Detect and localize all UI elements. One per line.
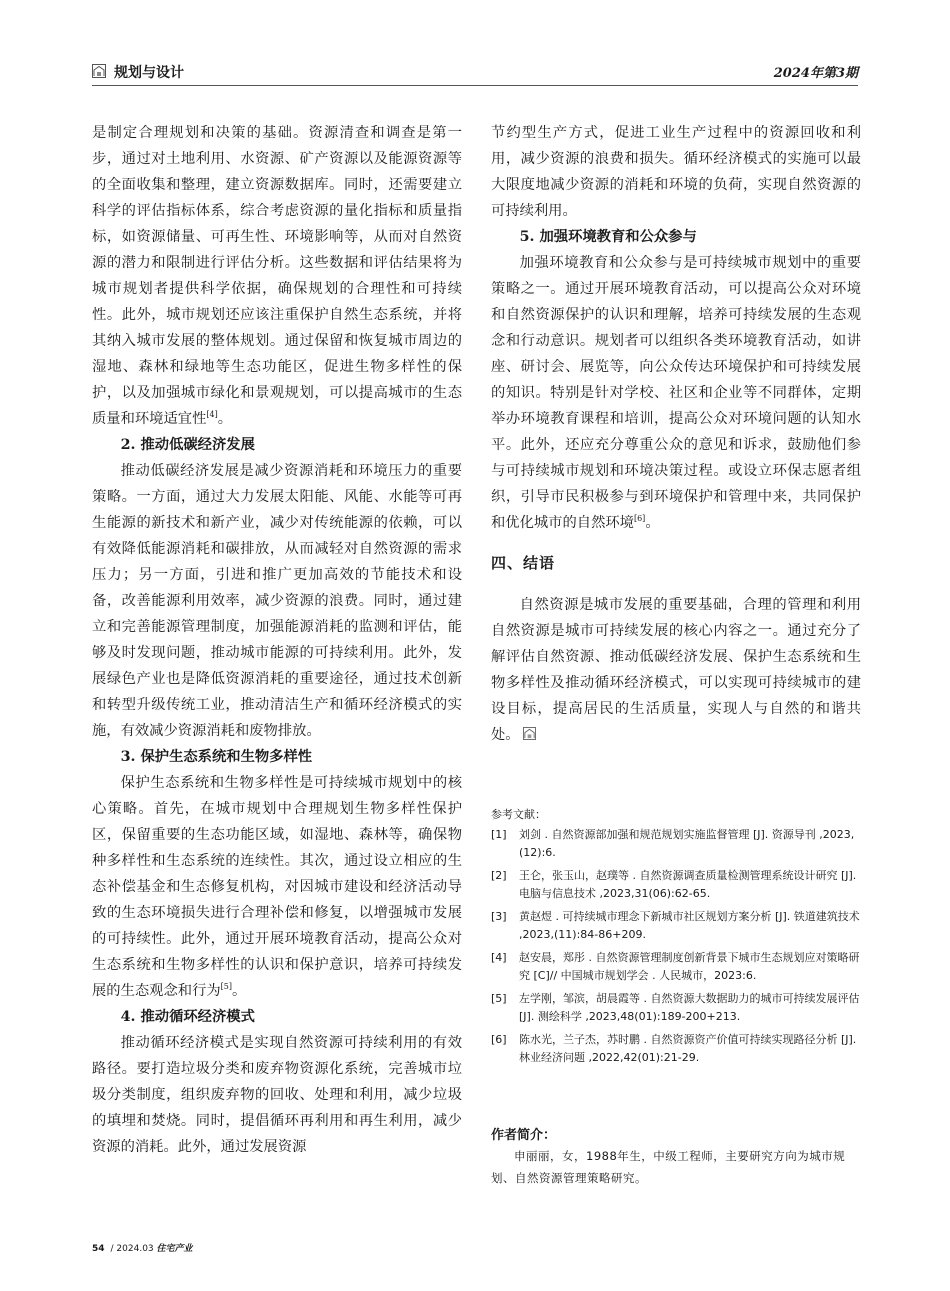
- reference-text: 赵安晨，郑彤 . 自然资源管理制度创新背景下城市生态规划应对策略研究 [C]// 中国城市规划学会 . 人民城市，2023:6.: [519, 951, 860, 982]
- paragraph-3-text: 保护生态系统和生物多样性是可持续城市规划中的核心策略。首先，在城市规划中合理规划生物多样性保护区，保留重要的生态功能区域，如湿地、森林等，确保物种多样性和生态系统的连续性。其次，通过设立相应的生态补偿基金和生态修复机构，对因城市建设和经济活动导致的生态环境损失进行合理补偿和修复，以增强城市发展的可持续性。此外，通过开展环境教育活动，提高公众对生态系统和生物多样性的认识和保护意识，培养可持续发展的生态观念和行为: [92, 775, 462, 999]
- reference-text: 王仑，张玉山，赵璞等 . 自然资源调查质量检测管理系统设计研究 [J]. 电脑与信息技术 ,2023,31(06):62-65.: [519, 869, 857, 900]
- author-bio-text: 申丽丽，女，1988年生，中级工程师，主要研究方向为城市规划、自然资源管理策略研究。: [491, 1149, 846, 1185]
- paragraph-5: [491, 250, 861, 536]
- citation-6: [6]: [633, 514, 646, 524]
- reference-text: 黄赵煜 . 可持续城市理念下新城市社区规划方案分析 [J]. 铁道建筑技术 ,2023,(11):84-86+209.: [519, 910, 860, 941]
- paragraph-5-text: 加强环境教育和公众参与是可持续城市规划中的重要策略之一。通过开展环境教育活动，可以提高公众对环境和自然资源保护的认识和理解，培养可持续发展的生态观念和行动意识。规划者可以组织各类环境教育活动，如讲座、研讨会、展览等，向公众传达环境保护和可持续发展的知识。特别是针对学校、社区和企业等不同群体，定期举办环境教育课程和培训，提高公众对环境问题的认知水平。此外，还应充分尊重公众的意见和诉求，鼓励他们参与可持续城市规划和环境决策过程。或设立环保志愿者组织，引导市民积极参与到环境保护和管理中来，共同保护和优化城市的自然环境: [491, 255, 861, 531]
- paragraph-1-end: 。: [217, 411, 233, 427]
- reference-item: [491, 826, 863, 862]
- end-mark-icon: [523, 727, 536, 740]
- footer-date: / 2024.03: [110, 1244, 154, 1254]
- page-number: 54: [92, 1244, 105, 1254]
- reference-number: [4]: [491, 951, 507, 964]
- paragraph-2: 推动低碳经济发展是减少资源消耗和环境压力的重要策略。一方面，通过大力发展太阳能、风能、水能等可再生能源的新技术和新产业，减少对传统能源的依赖，可以有效降低能源消耗和碳排放，从而减轻对自然资源的需求压力；另一方面，引进和推广更加高效的节能技术和设备，改善能源利用效率，减少资源的浪费。同时，通过建立和完善能源管理制度，加强能源消耗的监测和评估，能够及时发现问题，推动城市能源的可持续利用。此外，发展绿色产业也是降低资源消耗的重要途径，通过技术创新和转型升级传统工业，推动清洁生产和循环经济模式的实施，有效减少资源消耗和废物排放。: [92, 463, 462, 739]
- reference-number: [6]: [491, 1033, 507, 1046]
- subheading-4: 4. 推动循环经济模式: [120, 1009, 255, 1025]
- reference-item: [491, 1031, 863, 1067]
- subheading-5: 5. 加强环境教育和公众参与: [519, 229, 697, 245]
- reference-number: [1]: [491, 828, 507, 841]
- conclusion-paragraph: [491, 592, 861, 748]
- section-4-title: 四、结语: [491, 554, 556, 572]
- paragraph-5-end: 。: [645, 515, 660, 531]
- section-name: 规划与设计: [114, 65, 184, 81]
- paragraph-1: [92, 120, 462, 432]
- reference-item: [491, 990, 863, 1026]
- references-title: 参考文献：: [491, 808, 546, 821]
- reference-number: [2]: [491, 869, 507, 882]
- reference-text: 陈水光，兰子杰，苏时鹏 . 自然资源资产价值可持续实现路径分析 [J]. 林业经济问题 ,2022,42(01):21-29.: [519, 1033, 857, 1064]
- header-rule: [92, 85, 858, 86]
- author-bio: [491, 1124, 863, 1189]
- page-header: [92, 58, 858, 84]
- reference-number: [3]: [491, 910, 507, 923]
- paragraph-3: [92, 770, 462, 1004]
- right-column: [491, 120, 861, 748]
- left-column: [92, 120, 462, 1160]
- reference-item: [491, 908, 863, 944]
- journal-name: 住宅产业: [156, 1244, 193, 1254]
- house-logo-icon: [92, 64, 106, 78]
- reference-number: [5]: [491, 992, 507, 1005]
- paragraph-1-text: 是制定合理规划和决策的基础。资源清查和调查是第一步，通过对土地利用、水资源、矿产资源以及能源资源等的全面收集和整理，建立资源数据库。同时，还需要建立科学的评估指标体系，综合考虑资源的量化指标和质量指标，如资源储量、可再生性、环境影响等，从而对自然资源的潜力和限制进行评估分析。这些数据和评估结果将为城市规划者提供科学依据，确保规划的合理性和可持续性。此外，城市规划还应该注重保护自然生态系统，并将其纳入城市发展的整体规划。通过保留和恢复城市周边的湿地、森林和绿地等生态功能区，促进生物多样性的保护，以及加强城市绿化和景观规划，可以提高城市的生态质量和环境适宜性: [92, 125, 462, 427]
- citation-4: [4]: [206, 410, 218, 420]
- reference-text: 刘剑 . 自然资源部加强和规范规划实施监督管理 [J]. 资源导刊 ,2023,(12):6.: [519, 828, 855, 859]
- issue-label: 2024年第3期: [773, 66, 858, 81]
- paragraph-3-end: 。: [232, 983, 247, 999]
- reference-item: [491, 949, 863, 985]
- author-bio-title: 作者简介：: [491, 1128, 557, 1143]
- subheading-2: 2. 推动低碳经济发展: [120, 437, 255, 453]
- conclusion-text: 自然资源是城市发展的重要基础，合理的管理和利用自然资源是城市可持续发展的核心内容之一。通过充分了解评估自然资源、推动低碳经济发展、保护生态系统和生物多样性及推动循环经济模式，可以实现可持续城市的建设目标，提高居民的生活质量，实现人与自然的和谐共处。: [491, 597, 861, 743]
- paragraph-4: 推动循环经济模式是实现自然资源可持续利用的有效路径。要打造垃圾分类和废弃物资源化系统，完善城市垃圾分类制度，组织废弃物的回收、处理和利用，减少垃圾的填埋和焚烧。同时，提倡循环再利用和再生利用，减少资源的消耗。此外，通过发展资源: [92, 1035, 462, 1155]
- citation-5: [5]: [220, 982, 233, 992]
- page-footer: [92, 1241, 193, 1254]
- paragraph-4-continued: 节约型生产方式，促进工业生产过程中的资源回收和利用，减少资源的浪费和损失。循环经济模式的实施可以最大限度地减少资源的消耗和环境的负荷，实现自然资源的可持续利用。: [491, 125, 861, 219]
- references: [491, 806, 863, 1072]
- reference-item: [491, 867, 863, 903]
- subheading-3: 3. 保护生态系统和生物多样性: [120, 749, 313, 765]
- reference-text: 左学刚，邹滨，胡晨霞等 . 自然资源大数据助力的城市可持续发展评估 [J]. 测绘科学 ,2023,48(01):189-200+213.: [519, 992, 860, 1023]
